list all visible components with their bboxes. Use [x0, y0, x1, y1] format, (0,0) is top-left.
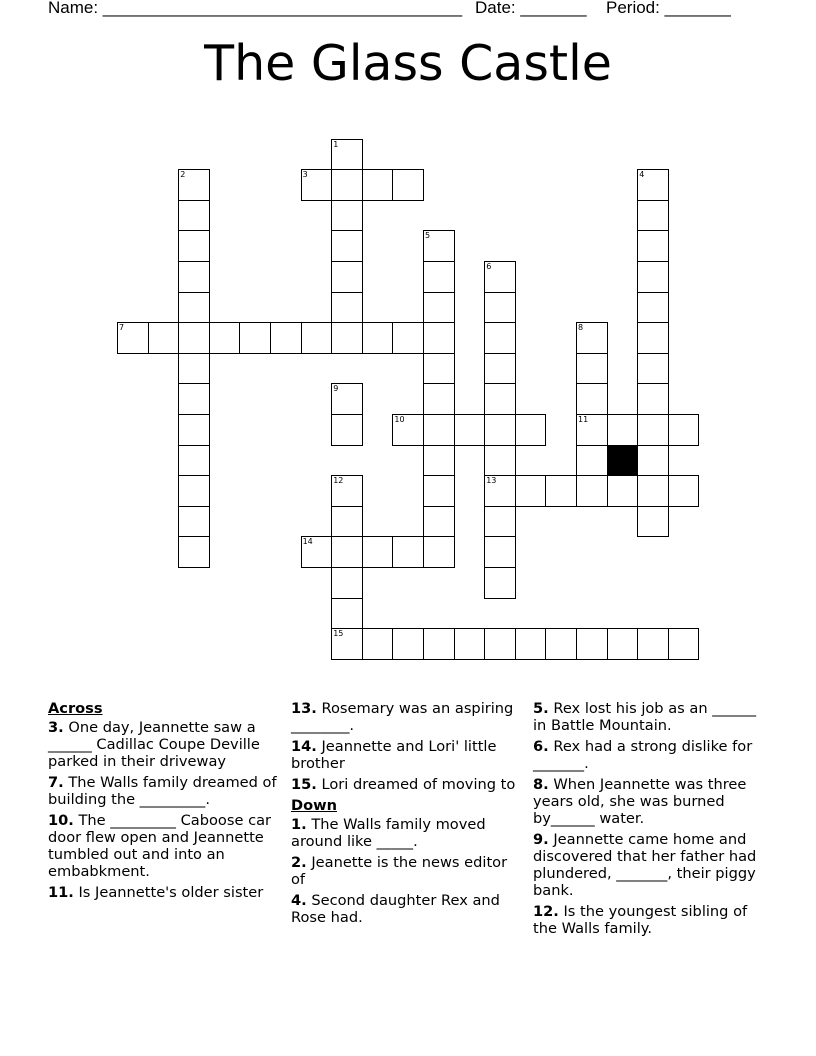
- crossword-cell[interactable]: [392, 536, 424, 568]
- crossword-cell[interactable]: [484, 383, 516, 415]
- crossword-cell[interactable]: [484, 322, 516, 354]
- clue-item-text: Jeannette came home and discovered that her father had plundered, _______, their piggy bank.: [533, 831, 757, 899]
- crossword-cell[interactable]: [423, 292, 455, 324]
- clue-item-number: 11.: [48, 884, 74, 901]
- crossword-cell[interactable]: [515, 628, 547, 660]
- clue-item-number: 4.: [291, 892, 307, 909]
- crossword-cell[interactable]: [331, 292, 363, 324]
- crossword-cell[interactable]: [362, 536, 394, 568]
- crossword-cell[interactable]: [331, 536, 363, 568]
- crossword-cell[interactable]: [209, 322, 241, 354]
- crossword-cell[interactable]: [576, 414, 608, 446]
- clue-item-text: Is Jeannette's older sister: [73, 884, 264, 901]
- clue-number: 2: [180, 170, 186, 180]
- name-field-label: Name: ______________________________________: [48, 0, 463, 17]
- clue-number: 5: [425, 231, 431, 241]
- crossword-cell[interactable]: [637, 230, 669, 262]
- crossword-cell[interactable]: [178, 353, 210, 385]
- crossword-cell[interactable]: [331, 475, 363, 507]
- clue-item-text: The _________ Caboose car door flew open and Jeannette tumbled out and into an embabkment.: [48, 812, 272, 880]
- clue-item: [291, 816, 521, 850]
- crossword-cell[interactable]: [392, 169, 424, 201]
- crossword-cell[interactable]: [301, 322, 333, 354]
- crossword-cell[interactable]: [178, 261, 210, 293]
- clue-item-text: Second daughter Rex and Rose had.: [291, 892, 500, 926]
- clue-item: [533, 700, 763, 734]
- crossword-cell[interactable]: [331, 414, 363, 446]
- crossword-cell[interactable]: [637, 506, 669, 538]
- clues-column-1: [48, 700, 278, 905]
- clue-item-text: Rosemary was an aspiring ________.: [291, 700, 514, 734]
- crossword-cell[interactable]: [484, 445, 516, 477]
- crossword-cell[interactable]: [331, 567, 363, 599]
- clues-column-3: [533, 700, 763, 941]
- page-title: The Glass Castle: [204, 35, 612, 92]
- crossword-cell[interactable]: [331, 322, 363, 354]
- clue-item: [291, 776, 521, 793]
- crossword-cell[interactable]: [178, 445, 210, 477]
- crossword-cell[interactable]: [362, 322, 394, 354]
- crossword-cell[interactable]: [392, 414, 424, 446]
- clue-item: [48, 774, 278, 808]
- clue-item: [291, 892, 521, 926]
- crossword-cell[interactable]: [423, 261, 455, 293]
- clue-item-text: One day, Jeannette saw a ______ Cadillac Coupe Deville parked in their driveway: [48, 719, 260, 770]
- across-header: Across: [48, 700, 103, 717]
- clue-item: [533, 831, 763, 899]
- crossword-cell[interactable]: [545, 628, 577, 660]
- crossword-cell[interactable]: [301, 169, 333, 201]
- clue-number: 14: [302, 537, 313, 547]
- clue-number: 11: [578, 415, 589, 424]
- crossword-cell[interactable]: [576, 353, 608, 385]
- crossword-cell[interactable]: [637, 292, 669, 324]
- crossword-cell[interactable]: [423, 322, 455, 354]
- clue-number: 1: [333, 139, 339, 149]
- clue-number: 9: [333, 384, 339, 394]
- crossword-cell[interactable]: [515, 475, 547, 507]
- clue-item-text: Lori dreamed of moving to: [316, 776, 516, 793]
- clue-item: [533, 776, 763, 827]
- crossword-cell[interactable]: [178, 475, 210, 507]
- crossword-cell[interactable]: [637, 383, 669, 415]
- clue-item-text: When Jeannette was three years old, she was burned by______ water.: [533, 776, 747, 827]
- crossword-cell[interactable]: [668, 628, 700, 660]
- crossword-cell[interactable]: [484, 414, 516, 446]
- crossword-cell[interactable]: [331, 261, 363, 293]
- crossword-cell[interactable]: [637, 628, 669, 660]
- crossword-cell[interactable]: [392, 322, 424, 354]
- crossword-cell[interactable]: [331, 230, 363, 262]
- clue-item-number: 12.: [533, 903, 559, 920]
- clue-item-number: 1.: [291, 816, 307, 833]
- crossword-cell[interactable]: [331, 598, 363, 630]
- crossword-cell[interactable]: [454, 414, 486, 446]
- crossword-cell[interactable]: [637, 200, 669, 232]
- crossword-cell[interactable]: [637, 414, 669, 446]
- clue-number: 12: [333, 476, 344, 486]
- crossword-cell[interactable]: [576, 628, 608, 660]
- crossword-cell[interactable]: [484, 353, 516, 385]
- clue-item-number: 14.: [291, 738, 317, 755]
- clue-item: [291, 854, 521, 888]
- clue-item-number: 10.: [48, 812, 74, 829]
- crossword-cell[interactable]: [301, 536, 333, 568]
- crossword-cell[interactable]: [331, 628, 363, 660]
- clue-item: [291, 738, 521, 772]
- crossword-cell[interactable]: [178, 414, 210, 446]
- crossword-cell[interactable]: [178, 322, 210, 354]
- crossword-cell[interactable]: [178, 169, 210, 201]
- crossword-cell[interactable]: [576, 445, 608, 477]
- crossword-cell[interactable]: [637, 169, 669, 201]
- crossword-cell[interactable]: [423, 230, 455, 262]
- clue-item: [48, 884, 278, 901]
- clue-number: 7: [119, 323, 125, 333]
- clue-item: [48, 719, 278, 770]
- clue-item-number: 15.: [291, 776, 317, 793]
- crossword-cell[interactable]: [423, 414, 455, 446]
- crossword-cell[interactable]: [484, 292, 516, 324]
- crossword-cell[interactable]: [117, 322, 149, 354]
- crossword-cell[interactable]: [484, 261, 516, 293]
- crossword-cell[interactable]: [484, 567, 516, 599]
- clues-column-2: [291, 700, 521, 930]
- clue-item-number: 2.: [291, 854, 307, 871]
- crossword-cell[interactable]: [178, 506, 210, 538]
- crossword-cell[interactable]: [576, 322, 608, 354]
- clue-item: [533, 738, 763, 772]
- clue-number: 15: [333, 629, 344, 639]
- clue-number: 4: [639, 170, 645, 180]
- crossword-cell[interactable]: [668, 414, 700, 446]
- clue-item: [291, 700, 521, 734]
- crossword-black-cell: [607, 445, 639, 477]
- clue-item-number: 3.: [48, 719, 64, 736]
- crossword-cell[interactable]: [239, 322, 271, 354]
- crossword-cell[interactable]: [178, 536, 210, 568]
- crossword-cell[interactable]: [331, 383, 363, 415]
- crossword-cell[interactable]: [545, 475, 577, 507]
- crossword-cell[interactable]: [637, 353, 669, 385]
- clue-item-text: Jeanette is the news editor of: [291, 854, 508, 888]
- crossword-cell[interactable]: [423, 353, 455, 385]
- crossword-cell[interactable]: [637, 475, 669, 507]
- crossword-cell[interactable]: [178, 230, 210, 262]
- clue-number: 6: [486, 262, 492, 271]
- period-field-label: Period: _______: [606, 0, 731, 17]
- clue-item-text: The Walls family dreamed of building the _________.: [48, 774, 277, 808]
- crossword-cell[interactable]: [331, 139, 363, 171]
- clue-number: 10: [394, 415, 405, 424]
- crossword-cell[interactable]: [423, 383, 455, 415]
- crossword-cell[interactable]: [423, 536, 455, 568]
- crossword-cell[interactable]: [484, 536, 516, 568]
- clue-item-text: Is the youngest sibling of the Walls family.: [533, 903, 748, 937]
- crossword-cell[interactable]: [331, 200, 363, 232]
- crossword-cell[interactable]: [331, 169, 363, 201]
- clue-number: 13: [486, 476, 497, 486]
- crossword-cell[interactable]: [423, 628, 455, 660]
- clue-item-number: 8.: [533, 776, 549, 793]
- crossword-cell[interactable]: [362, 628, 394, 660]
- crossword-cell[interactable]: [607, 475, 639, 507]
- crossword-cell[interactable]: [484, 628, 516, 660]
- crossword-cell[interactable]: [178, 292, 210, 324]
- down-header: Down: [291, 797, 338, 814]
- crossword-cell[interactable]: [454, 628, 486, 660]
- clue-item: [533, 903, 763, 937]
- crossword-cell[interactable]: [331, 506, 363, 538]
- crossword-cell[interactable]: [178, 383, 210, 415]
- crossword-cell[interactable]: [362, 169, 394, 201]
- crossword-cell[interactable]: [668, 475, 700, 507]
- crossword-cell[interactable]: [576, 383, 608, 415]
- clue-number: 3: [302, 170, 308, 180]
- clue-item-number: 13.: [291, 700, 317, 717]
- crossword-cell[interactable]: [637, 261, 669, 293]
- clue-item-number: 6.: [533, 738, 549, 755]
- crossword-cell[interactable]: [423, 475, 455, 507]
- crossword-cell[interactable]: [270, 322, 302, 354]
- crossword-cell[interactable]: [178, 200, 210, 232]
- crossword-cell[interactable]: [148, 322, 180, 354]
- crossword-cell[interactable]: [423, 506, 455, 538]
- date-field-label: Date: _______: [475, 0, 587, 17]
- crossword-cell[interactable]: [515, 414, 547, 446]
- clue-item-number: 9.: [533, 831, 549, 848]
- clue-number: 8: [578, 323, 584, 333]
- clue-item-text: Rex had a strong dislike for _______.: [533, 738, 753, 772]
- crossword-cell[interactable]: [484, 506, 516, 538]
- clue-item: [48, 812, 278, 880]
- crossword-cell[interactable]: [637, 322, 669, 354]
- clue-item-number: 5.: [533, 700, 549, 717]
- clue-item-text: The Walls family moved around like _____.: [291, 816, 486, 850]
- clue-item-number: 7.: [48, 774, 64, 791]
- clue-item-text: Jeannette and Lori' little brother: [291, 738, 497, 772]
- crossword-cell[interactable]: [392, 628, 424, 660]
- crossword-cell[interactable]: [607, 628, 639, 660]
- crossword-cell[interactable]: [637, 445, 669, 477]
- crossword-cell[interactable]: [423, 445, 455, 477]
- crossword-cell[interactable]: [576, 475, 608, 507]
- crossword-cell[interactable]: [607, 414, 639, 446]
- crossword-cell[interactable]: [484, 475, 516, 507]
- clue-item-text: Rex lost his job as an ______ in Battle Mountain.: [533, 700, 757, 734]
